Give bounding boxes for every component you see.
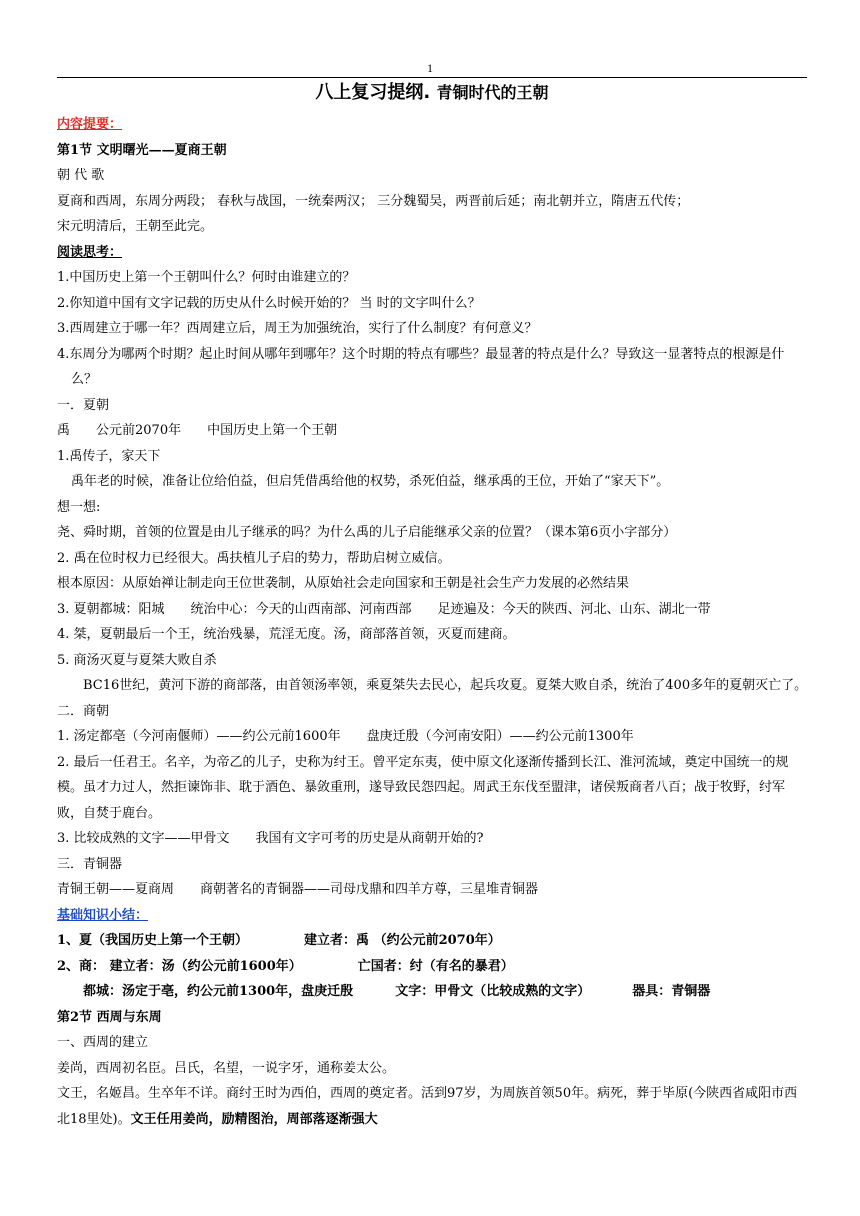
shang-p3 [57,826,809,852]
summary-line-1 [57,928,809,954]
shang-history-note: 我国有文字可考的历史是从商朝开始的? [255,831,484,846]
song-line-2: 宋元明清后，王朝至此完。 [57,219,214,234]
xia-root-cause: 根本原因：从原始禅让制走向王位世袭制，从原始社会走向国家和王朝是社会生产力发展的必然结果 [57,576,630,591]
king-wen-plain: 文王，名姬昌。生卒年不详。商纣王时为西伯，西周的奠定者。活到97岁，为周族首领50年。病死，葬于毕原(今陕西省咸阳市西北18里处)。 [57,1086,798,1127]
summary-shang: 2、商： 建立者：汤（约公元前1600年） [57,958,302,974]
xia-think: 想一想: [57,499,101,515]
xia-year: 公元前2070年 [96,423,182,438]
bronze-line [57,877,809,903]
song-line-1: 夏商和西周，东周分两段； 春秋与战国，一统秦两汉； 三分魏蜀吴，两晋前后延；南北朝并立，隋唐五代传； [57,193,690,209]
summary-capital: 都城：汤定于亳，约公元前1300年，盘庚迁殷 [83,984,354,999]
xia-heading: 一．夏朝 [57,397,110,413]
reading-heading: 阅读思考： [57,244,123,260]
jiang-shang-text: 姜尚，西周初名臣。吕氏，名望，一说字牙，通称姜太公。 [57,1060,396,1076]
xia-p1-text: 禹年老的时候，准备让位给伯益，但启凭借禹给他的权势，杀死伯益，继承禹的王位，开始了“家天下”。 [71,474,670,489]
song-title: 朝 代 歌 [57,168,105,183]
shang-capital-2: 盘庚迁殷（今河南安阳）——约公元前1300年 [366,729,634,744]
king-wen-text [57,1081,809,1132]
xia-capital: 3. 夏朝都城：阳城 [57,601,165,617]
western-zhou-heading: 一、西周的建立 [57,1035,149,1050]
title-sub: 青铜时代的王朝 [436,83,549,102]
summary-bronze: 器具：青铜器 [632,984,711,999]
xia-p2: 2. 禹在位时权力已经很大。禹扶植儿子启的势力，帮助启树立威信。 [57,550,451,566]
king-wen-bold: 文王任用姜尚，励精图治，周部落逐渐强大 [130,1111,378,1127]
bronze-dynasties: 青铜王朝——夏商周 [57,882,175,897]
bronze-famous: 商朝著名的青铜器——司母戊鼎和四羊方尊，三星堆青铜器 [200,882,539,897]
question-3: 3.西周建立于哪一年？西周建立后，周王为加强统治，实行了什么制度？有何意义？ [57,321,538,336]
xia-founder: 禹 [57,423,71,438]
header-rule [57,77,807,78]
xia-center: 统治中心：今天的山西南部、河南西部 [190,601,412,617]
summary-script: 文字：甲骨文（比较成熟的文字） [395,984,591,999]
xia-reach: 足迹遍及：今天的陕西、河北、山东、湖北一带 [437,601,711,617]
shang-capital-1: 1. 汤定都亳（今河南偃师）——约公元前1600年 [57,729,341,744]
summary-line-3 [57,979,809,1005]
shang-p2: 2. 最后一任君王。名辛，为帝乙的儿子，史称为纣王。曾平定东夷，使中原文化逐渐传播到长江、淮河流域，奠定中国统一的规模。虽才力过人，然拒谏饰非、耽于酒色、暴敛重刑，遂导致民怨四起。周武王东伐至盟津，诸侯叛商者八百；战于牧野，纣军败，自焚于鹿台。 [57,754,789,821]
xia-note: 中国历史上第一个王朝 [207,423,338,438]
section1-title: 第1节 文明曙光——夏商王朝 [57,142,227,158]
bronze-heading: 三．青铜器 [57,856,123,872]
xia-p1: 1.禹传子，家天下 [57,448,161,464]
xia-p4: 4. 桀，夏朝最后一个王，统治残暴，荒淫无度。汤，商部落首领，灭夏而建商。 [57,627,516,642]
content-heading: 内容提要： [57,117,123,132]
summary-heading: 基础知识小结： [57,907,149,923]
xia-p3 [57,597,809,623]
xia-p5-text: BC16世纪，黄河下游的商部落，由首领汤率领，乘夏桀失去民心，起兵攻夏。夏桀大败自杀，统治了400多年的夏朝灭亡了。 [83,678,808,693]
section2-title: 第2节 西周与东周 [57,1009,162,1025]
question-2: 2.你知道中国有文字记载的历史从什么时候开始的？ 当 时的文字叫什么？ [57,295,481,311]
question-4: 4.东周分为哪两个时期？起止时间从哪年到哪年？这个时期的特点有哪些？最显著的特点是什么？导致这一显著特点的根源是什么？ [57,346,785,387]
page-number: 1 [427,61,433,75]
xia-p5: 5. 商汤灭夏与夏桀大败自杀 [57,652,217,668]
summary-shang-last: 亡国者：纣（有名的暴君） [357,958,514,974]
shang-script: 3. 比较成熟的文字——甲骨文 [57,831,230,846]
title-main: 八上复习提纲. [315,82,431,103]
summary-line-2 [57,954,809,980]
question-1: 1.中国历史上第一个王朝叫什么？何时由谁建立的？ [57,270,356,285]
page-title [57,80,807,106]
document-body [57,112,809,1132]
xia-intro [57,418,809,444]
shang-heading: 二．商朝 [57,703,110,719]
xia-think-question: 尧、舜时期，首领的位置是由儿子继承的吗？为什么禹的儿子启能继承父亲的位置？（课本第6页小字部分） [57,525,677,540]
shang-p1 [57,724,809,750]
summary-xia-founder: 建立者：禹 （约公元前2070年） [304,933,501,948]
summary-xia: 1、夏（我国历史上第一个王朝） [57,933,249,948]
